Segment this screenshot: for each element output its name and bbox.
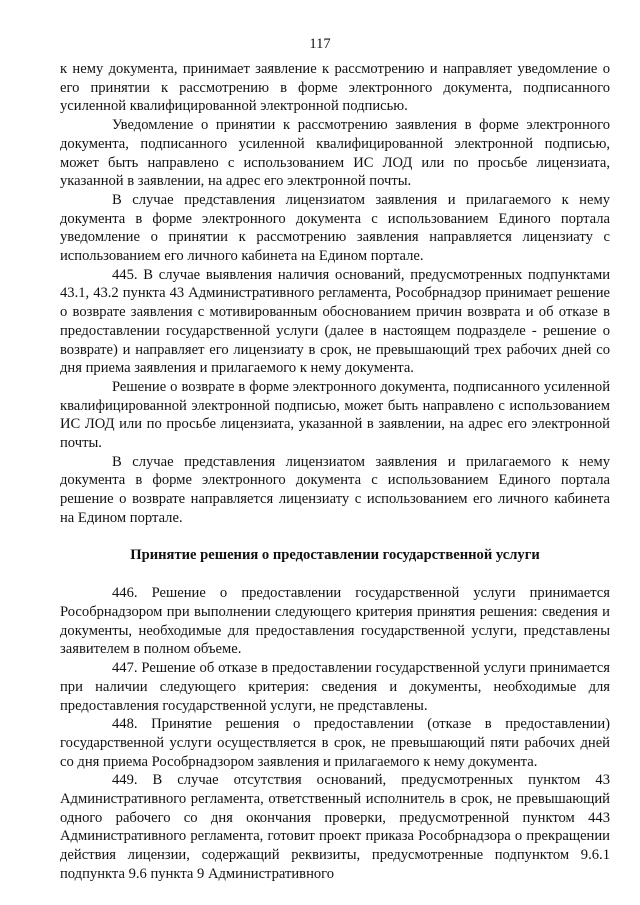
paragraph-notice-electronic: Уведомление о принятии к рассмотрению заявления в форме электронного документа, подписанного усиленной квалифицированной электронной подписью, может быть направлено с использованием ИС ЛОД или по просьбе лицензиата, указанной в заявлении, на адрес его электронной почты. [60,117,610,190]
paragraph-continuation: к нему документа, принимает заявление к рассмотрению и направляет уведомление о его принятии к рассмотрению в форме электронного документа, подписанного усиленной квалифицированной электронной подписью. [60,61,610,115]
paragraph-449: 449. В случае отсутствия оснований, предусмотренных пунктом 43 Административного регламента, ответственный исполнитель в срок, не превышающий одного рабочего со дня окончания проверки, предусмотренной пунктом 443 Административного регламента, готовит проект приказа Рособрнадзора о прекращении действия лицензии, содержащий реквизиты, предусмотренные подпунктом 9.6.1 подпункта 9.6 пункта 9 Административного [60,772,610,882]
spacer [60,564,610,584]
paragraph-448: 448. Принятие решения о предоставлении (отказе в предоставлении) государственной услуги осуществляется в срок, не превышающий пяти рабочих дней со дня приема Рособрнадзором заявления и прилагаемого к нему документа. [60,716,610,770]
document-body [60,60,610,884]
paragraph-notice-portal: В случае представления лицензиатом заявления и прилагаемого к нему документа в форме электронного документа с использованием Единого портала уведомление о принятии к рассмотрению заявления направляется лицензиату с использованием его личного кабинета на Едином портале. [60,191,610,265]
page-number: 117 [309,36,331,52]
paragraph-return-portal: В случае представления лицензиатом заявления и прилагаемого к нему документа в форме электронного документа с использованием Единого портала решение о возврате направляется лицензиату с использованием его личного кабинета на Едином портале. [60,453,610,526]
section-heading: Принятие решения о предоставлении государственной услуги [130,546,540,563]
spacer [60,528,610,546]
paragraph-445: 445. В случае выявления наличия оснований, предусмотренных подпунктами 43.1, 43.2 пункта 43 Административного регламента, Рособрнадзор принимает решение о возврате заявления с мотивированным обоснованием причин возврата и об отказе в предоставлении государственной услуги (далее в настоящем подразделе - решение о возврате) и направляет его лицензиату в срок, не превышающий трех рабочих дней со дня приема заявления и прилагаемого к нему документа. [60,266,610,377]
paragraph-446: 446. Решение о предоставлении государственной услуги принимается Рособрнадзором при выполнении следующего критерия принятия решения: сведения и документы, необходимые для предоставления государственной услуги, представлены заявителем в полном объеме. [60,585,610,658]
paragraph-return-electronic: Решение о возврате в форме электронного документа, подписанного усиленной квалифицированной электронной подписью, может быть направлено с использованием ИС ЛОД или по просьбе лицензиата, указанной в заявлении, на адрес его электронной почты. [60,378,610,452]
paragraph-447: 447. Решение об отказе в предоставлении государственной услуги принимается при наличии следующего критерия: сведения и документы, необходимые для предоставления государственной услуги, не представлены. [60,660,610,714]
